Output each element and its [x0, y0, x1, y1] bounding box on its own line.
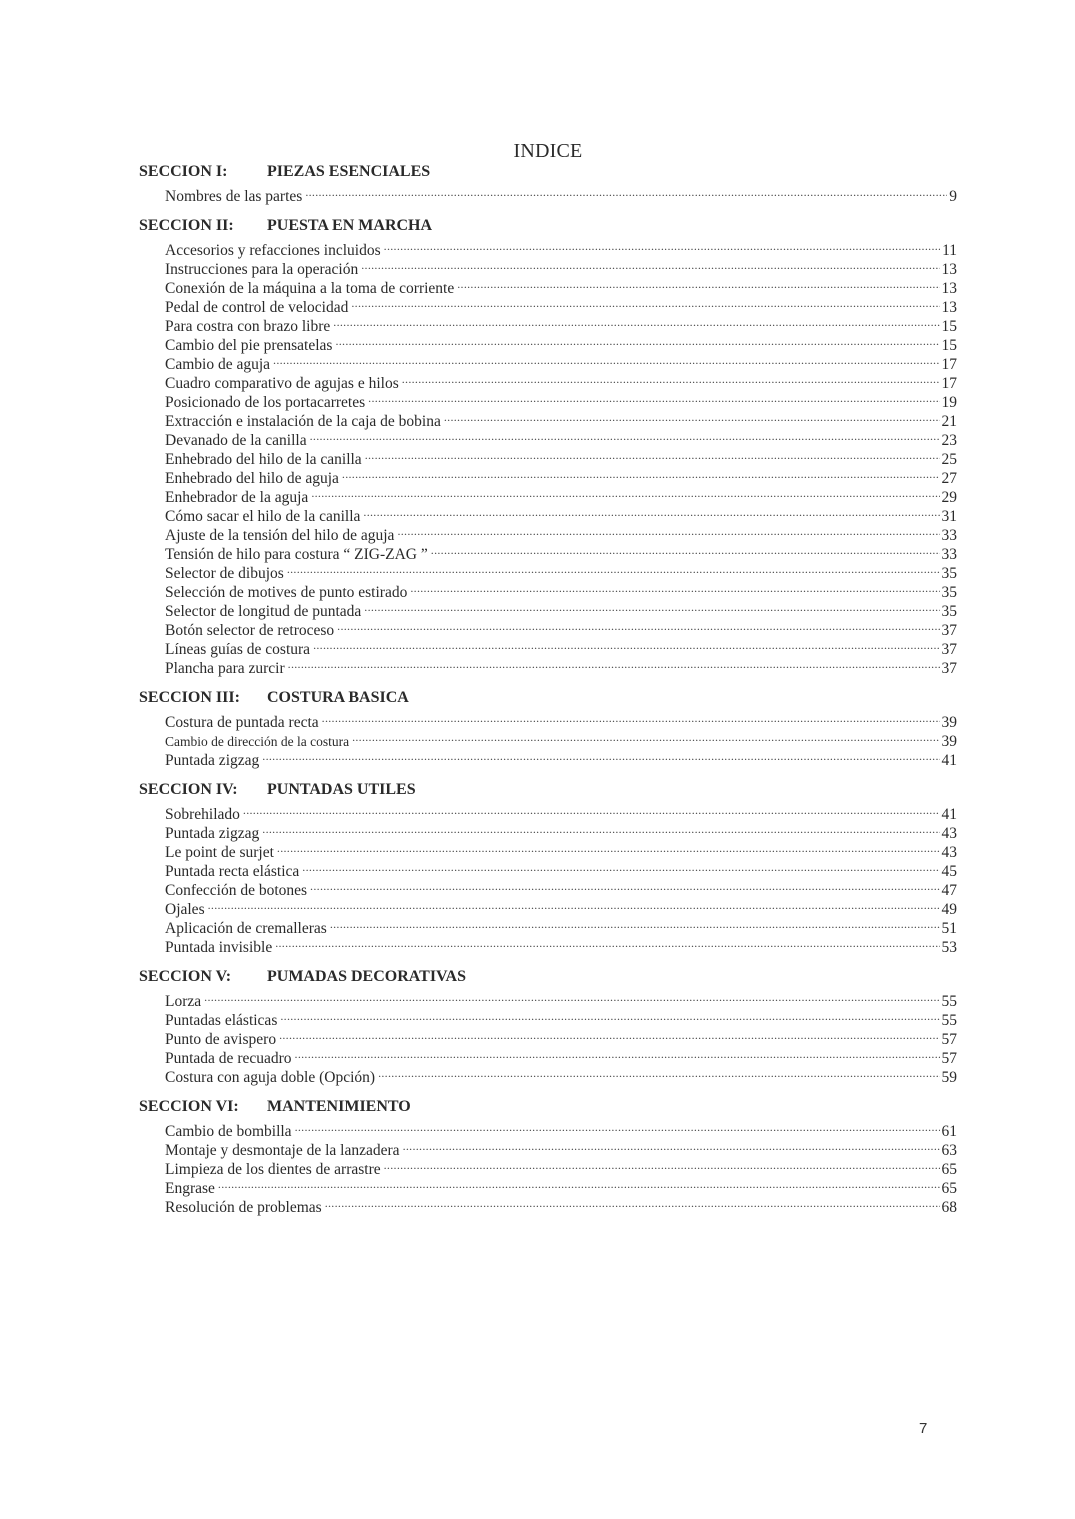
- entry-label: Montaje y desmontaje de la lanzadera: [165, 1142, 400, 1159]
- entry-page-number: 51: [941, 920, 957, 937]
- dot-leader: [410, 578, 939, 597]
- entry-page-number: 25: [941, 451, 957, 468]
- entry-label: Selector de longitud de puntada: [165, 603, 362, 620]
- entry-label: Nombres de las partes: [165, 188, 303, 205]
- entry-label: Pedal de control de velocidad: [165, 299, 349, 316]
- table-of-contents: [139, 162, 957, 1227]
- dot-leader: [352, 727, 939, 746]
- entry-label: Engrase: [165, 1180, 215, 1197]
- section-number: SECCION V:: [139, 968, 232, 985]
- toc-section: [139, 688, 957, 769]
- entry-label: Costura con aguja doble (Opción): [165, 1069, 376, 1086]
- section-name: COSTURA BASICA: [267, 689, 409, 706]
- entry-page-number: 57: [941, 1031, 957, 1048]
- dot-leader: [403, 1136, 940, 1155]
- entry-page-number: 63: [941, 1142, 957, 1159]
- dot-leader: [397, 521, 939, 540]
- toc-entry[interactable]: [165, 895, 957, 918]
- dot-leader: [325, 1193, 940, 1212]
- entry-page-number: 43: [941, 844, 957, 861]
- dot-leader: [457, 274, 939, 293]
- section-number: SECCION VI:: [139, 1098, 239, 1115]
- dot-leader: [287, 559, 940, 578]
- section-name: MANTENIMIENTO: [267, 1098, 411, 1115]
- dot-leader: [330, 914, 940, 933]
- dot-leader: [384, 236, 940, 255]
- toc-entry[interactable]: [165, 1117, 957, 1140]
- section-name: PIEZAS ESENCIALES: [267, 163, 431, 180]
- entry-page-number: 33: [941, 527, 957, 544]
- entry-page-number: 21: [941, 413, 957, 430]
- entry-label: Puntada zigzag: [165, 752, 260, 769]
- entry-page-number: 55: [941, 993, 957, 1010]
- entry-label: Confección de botones: [165, 882, 308, 899]
- entry-label: Enhebrado del hilo de aguja: [165, 470, 339, 487]
- toc-section: [139, 216, 957, 677]
- dot-leader: [361, 255, 939, 274]
- section-heading: [139, 780, 957, 800]
- entry-page-number: 13: [941, 261, 957, 278]
- entry-label: Costura de puntada recta: [165, 714, 319, 731]
- entry-label: Posicionado de los portacarretes: [165, 394, 366, 411]
- dot-leader: [431, 540, 940, 559]
- section-heading: [139, 967, 957, 987]
- entry-label: Lorza: [165, 993, 202, 1010]
- entry-label: Botón selector de retroceso: [165, 622, 335, 639]
- dot-leader: [368, 388, 939, 407]
- dot-leader: [365, 445, 940, 464]
- toc-entry[interactable]: [165, 350, 957, 373]
- dot-leader: [378, 1063, 939, 1082]
- entry-page-number: 61: [941, 1123, 957, 1140]
- dot-leader: [204, 987, 939, 1006]
- dot-leader: [310, 426, 940, 445]
- entry-page-number: 39: [941, 714, 957, 731]
- entry-page-number: 27: [941, 470, 957, 487]
- entry-page-number: 31: [941, 508, 957, 525]
- entry-page-number: 41: [941, 806, 957, 823]
- section-name: PUMADAS DECORATIVAS: [267, 968, 466, 985]
- entry-page-number: 49: [941, 901, 957, 918]
- dot-leader: [279, 1025, 939, 1044]
- section-heading: [139, 162, 957, 182]
- entry-page-number: 13: [941, 299, 957, 316]
- entry-list: [139, 182, 957, 205]
- entry-page-number: 17: [941, 356, 957, 373]
- section-number: SECCION IV:: [139, 781, 238, 798]
- entry-page-number: 37: [941, 660, 957, 677]
- entry-page-number: 65: [941, 1180, 957, 1197]
- entry-label: Puntada de recuadro: [165, 1050, 292, 1067]
- entry-label: Para costra con brazo libre: [165, 318, 331, 335]
- entry-list: [139, 800, 957, 956]
- toc-section: [139, 780, 957, 956]
- section-number: SECCION II:: [139, 217, 234, 234]
- entry-list: [139, 987, 957, 1086]
- dot-leader: [335, 331, 939, 350]
- entry-label: Plancha para zurcir: [165, 660, 285, 677]
- entry-page-number: 13: [941, 280, 957, 297]
- dot-leader: [295, 1044, 940, 1063]
- entry-label: Líneas guías de costura: [165, 641, 311, 658]
- toc-entry[interactable]: [165, 914, 957, 937]
- dot-leader: [295, 1117, 940, 1136]
- entry-page-number: 65: [941, 1161, 957, 1178]
- entry-page-number: 35: [941, 584, 957, 601]
- entry-label: Conexión de la máquina a la toma de corriente: [165, 280, 455, 297]
- entry-page-number: 33: [941, 546, 957, 563]
- entry-label: Puntada invisible: [165, 939, 273, 956]
- entry-label: Cambio de bombilla: [165, 1123, 292, 1140]
- entry-page-number: 23: [941, 432, 957, 449]
- dot-leader: [277, 838, 940, 857]
- entry-list: [139, 236, 957, 677]
- dot-leader: [262, 746, 939, 765]
- dot-leader: [402, 369, 940, 388]
- toc-section: [139, 967, 957, 1086]
- dot-leader: [364, 597, 939, 616]
- section-name: PUNTADAS UTILES: [267, 781, 416, 798]
- entry-page-number: 68: [941, 1199, 957, 1216]
- dot-leader: [218, 1174, 940, 1193]
- entry-page-number: 15: [941, 318, 957, 335]
- entry-label: Puntadas elásticas: [165, 1012, 278, 1029]
- toc-entry[interactable]: [165, 746, 957, 769]
- entry-label: Aplicación de cremalleras: [165, 920, 327, 937]
- entry-page-number: 11: [942, 242, 957, 259]
- entry-page-number: 45: [941, 863, 957, 880]
- entry-page-number: 15: [941, 337, 957, 354]
- toc-entry[interactable]: [165, 1025, 957, 1048]
- toc-entry[interactable]: [165, 987, 957, 1010]
- entry-page-number: 37: [941, 622, 957, 639]
- entry-page-number: 35: [941, 603, 957, 620]
- entry-page-number: 9: [949, 188, 957, 205]
- dot-leader: [384, 1155, 940, 1174]
- toc-section: [139, 162, 957, 205]
- dot-leader: [337, 616, 939, 635]
- entry-label: Cambio de aguja: [165, 356, 271, 373]
- toc-entry[interactable]: [165, 933, 957, 956]
- dot-leader: [313, 635, 939, 654]
- entry-page-number: 35: [941, 565, 957, 582]
- section-heading: [139, 688, 957, 708]
- toc-section: [139, 1097, 957, 1216]
- entry-page-number: 29: [941, 489, 957, 506]
- entry-page-number: 41: [941, 752, 957, 769]
- entry-page-number: 37: [941, 641, 957, 658]
- entry-label: Selección de motives de punto estirado: [165, 584, 408, 601]
- dot-leader: [363, 502, 939, 521]
- entry-page-number: 59: [941, 1069, 957, 1086]
- toc-entry[interactable]: [165, 1044, 957, 1067]
- entry-page-number: 57: [941, 1050, 957, 1067]
- entry-label: Le point de surjet: [165, 844, 274, 861]
- toc-entry[interactable]: [165, 708, 957, 731]
- page-title: INDICE: [513, 140, 583, 162]
- section-name: PUESTA EN MARCHA: [267, 217, 433, 234]
- entry-page-number: 39: [941, 733, 957, 750]
- entry-label: Cuadro comparativo de agujas e hilos: [165, 375, 399, 392]
- dot-leader: [342, 464, 940, 483]
- entry-label: Resolución de problemas: [165, 1199, 322, 1216]
- entry-label: Enhebrado del hilo de la canilla: [165, 451, 362, 468]
- entry-label: Tensión de hilo para costura “ ZIG-ZAG ”: [165, 546, 428, 563]
- toc-entry[interactable]: [165, 1193, 957, 1216]
- entry-label: Cambio del pie prensatelas: [165, 337, 333, 354]
- dot-leader: [262, 819, 939, 838]
- section-number: SECCION I:: [139, 163, 228, 180]
- dot-leader: [273, 350, 939, 369]
- entry-label: Cómo sacar el hilo de la canilla: [165, 508, 361, 525]
- entry-label: Limpieza de los dientes de arrastre: [165, 1161, 381, 1178]
- toc-entry[interactable]: [165, 236, 957, 259]
- toc-entry[interactable]: [165, 369, 957, 392]
- section-heading: [139, 1097, 957, 1117]
- dot-leader: [444, 407, 940, 426]
- toc-entry[interactable]: [165, 857, 957, 880]
- dot-leader: [288, 654, 940, 673]
- toc-entry[interactable]: [165, 182, 957, 205]
- toc-entry[interactable]: [165, 1006, 957, 1029]
- entry-list: [139, 1117, 957, 1216]
- toc-entry[interactable]: [165, 819, 957, 842]
- entry-page-number: 47: [941, 882, 957, 899]
- toc-entry[interactable]: [165, 1174, 957, 1197]
- section-heading: [139, 216, 957, 236]
- dot-leader: [333, 312, 939, 331]
- entry-page-number: 43: [941, 825, 957, 842]
- dot-leader: [311, 483, 939, 502]
- entry-label: Selector de dibujos: [165, 565, 284, 582]
- dot-leader: [351, 293, 939, 312]
- entry-label: Sobrehilado: [165, 806, 240, 823]
- entry-label: Accesorios y refacciones incluidos: [165, 242, 381, 259]
- entry-label: Punto de avispero: [165, 1031, 277, 1048]
- dot-leader: [280, 1006, 939, 1025]
- entry-page-number: 53: [941, 939, 957, 956]
- dot-leader: [275, 933, 939, 952]
- entry-page-number: 55: [941, 1012, 957, 1029]
- section-number: SECCION III:: [139, 689, 240, 706]
- entry-label: Extracción e instalación de la caja de bobina: [165, 413, 441, 430]
- dot-leader: [302, 857, 939, 876]
- entry-label: Ojales: [165, 901, 205, 918]
- entry-page-number: 19: [941, 394, 957, 411]
- dot-leader: [208, 895, 940, 914]
- dot-leader: [243, 800, 940, 819]
- entry-label: Enhebrador de la aguja: [165, 489, 309, 506]
- dot-leader: [305, 182, 947, 201]
- entry-label: Cambio de dirección de la costura: [165, 734, 350, 749]
- toc-entry[interactable]: [165, 800, 957, 823]
- entry-list: [139, 708, 957, 769]
- entry-label: Devanado de la canilla: [165, 432, 307, 449]
- page-number: 7: [919, 1420, 928, 1437]
- entry-label: Puntada recta elástica: [165, 863, 300, 880]
- entry-label: Puntada zigzag: [165, 825, 260, 842]
- entry-label: Instrucciones para la operación: [165, 261, 359, 278]
- toc-entry[interactable]: [165, 838, 957, 861]
- entry-page-number: 17: [941, 375, 957, 392]
- entry-label: Ajuste de la tensión del hilo de aguja: [165, 527, 395, 544]
- dot-leader: [322, 708, 940, 727]
- dot-leader: [310, 876, 939, 895]
